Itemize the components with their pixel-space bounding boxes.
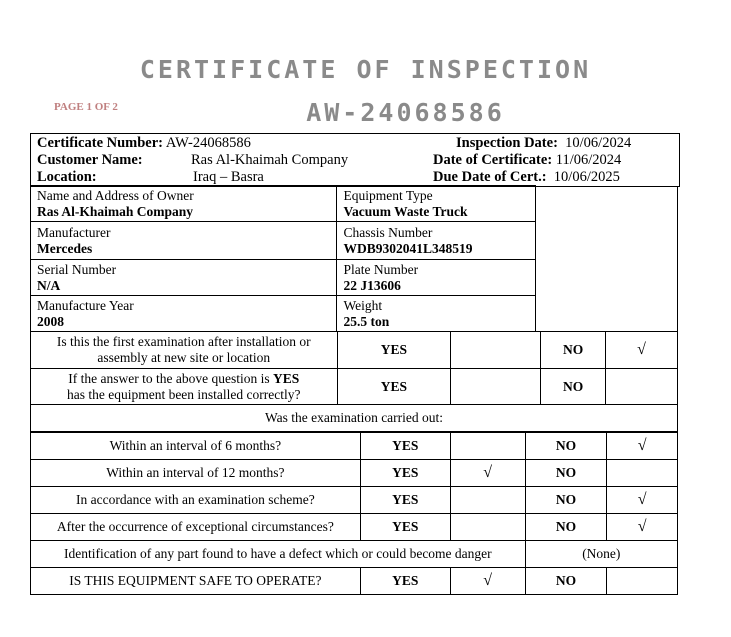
chassis-cell <box>337 222 536 260</box>
exam-heading: Was the examination carried out: <box>31 405 678 432</box>
table-row <box>31 568 678 595</box>
table-row <box>31 186 678 222</box>
question-line: assembly at new site or location <box>97 350 271 365</box>
field-value: 22 J13606 <box>343 277 401 293</box>
no-check-cell: √ <box>607 487 678 514</box>
field-label: Manufacturer <box>37 224 111 240</box>
yes-check-cell <box>450 487 525 514</box>
cert-number-value: AW-24068586 <box>165 135 251 151</box>
yes-check-cell <box>451 369 541 405</box>
field-label: Name and Address of Owner <box>37 187 194 203</box>
certificate-title: CERTIFICATE OF INSPECTION <box>139 55 592 84</box>
customer-label: Customer Name: <box>37 152 143 168</box>
yes-label: YES <box>360 460 450 487</box>
customer-value: Ras Al-Khaimah Company <box>191 152 349 168</box>
field-value: Ras Al-Khaimah Company <box>37 203 194 219</box>
no-label: NO <box>525 460 607 487</box>
defect-answer: (None) <box>525 541 677 568</box>
table-row <box>31 541 678 568</box>
manufacture-year-cell <box>31 296 337 332</box>
yes-label: YES <box>360 433 450 460</box>
page-indicator: PAGE 1 OF 2 <box>54 101 118 113</box>
no-label: NO <box>525 487 607 514</box>
no-check-cell: √ <box>607 514 678 541</box>
yes-label: YES <box>360 514 450 541</box>
yes-check-cell <box>450 514 525 541</box>
question-text: If the answer to the above question is <box>68 370 273 386</box>
field-value: Mercedes <box>37 240 93 256</box>
field-label: Equipment Type <box>343 187 433 203</box>
safe-to-operate-question: IS THIS EQUIPMENT SAFE TO OPERATE? <box>31 568 361 595</box>
yes-label: YES <box>337 369 451 405</box>
cert-number-label: Certificate Number: <box>37 135 164 151</box>
serial-cell <box>31 260 337 296</box>
owner-cell <box>31 186 337 222</box>
date-cert-label: Date of Certificate: <box>433 152 553 168</box>
field-value: Vacuum Waste Truck <box>343 203 468 219</box>
no-check-cell: √ <box>607 433 678 460</box>
field-label: Manufacture Year <box>37 297 134 313</box>
certificate-header-box <box>30 133 680 187</box>
table-row <box>31 332 678 369</box>
no-label: NO <box>541 369 606 405</box>
yes-label: YES <box>337 332 451 369</box>
no-label: NO <box>541 332 606 369</box>
no-label: NO <box>525 514 607 541</box>
field-value: WDB9302041L348519 <box>343 240 473 256</box>
due-date-value: 10/06/2025 <box>553 169 620 185</box>
question-line: Is this the first examination after installation or <box>56 334 311 349</box>
field-value: 25.5 ton <box>343 313 390 329</box>
field-label: Chassis Number <box>343 224 433 240</box>
defect-question: Identification of any part found to have a defect which or could become danger <box>31 541 526 568</box>
installation-questions-table <box>30 331 678 432</box>
no-label: NO <box>525 433 607 460</box>
table-row <box>31 433 678 460</box>
inspection-date-value: 10/06/2024 <box>565 135 632 151</box>
weight-cell <box>337 296 536 332</box>
table-row <box>31 369 678 405</box>
yes-check-cell <box>451 332 541 369</box>
no-check-cell <box>607 460 678 487</box>
date-cert-value: 11/06/2024 <box>555 152 622 168</box>
equipment-type-cell <box>337 186 536 222</box>
no-check-cell: √ <box>606 332 678 369</box>
blank-cell <box>536 186 678 332</box>
field-label: Weight <box>343 297 383 313</box>
exam-question: Within an interval of 6 months? <box>31 433 361 460</box>
yes-label: YES <box>360 487 450 514</box>
no-check-cell <box>607 568 678 595</box>
question-line: has the equipment been installed correctly? <box>66 386 301 402</box>
location-value: Iraq – Basra <box>193 169 264 185</box>
field-label: Serial Number <box>37 261 117 277</box>
inspection-date-row <box>456 135 631 152</box>
certificate-number-heading: AW-24068586 <box>306 98 505 127</box>
manufacturer-cell <box>31 222 337 260</box>
question-emphasis: YES <box>272 370 300 386</box>
no-label: NO <box>525 568 607 595</box>
examination-table <box>30 432 678 595</box>
first-exam-question <box>31 332 338 369</box>
exam-question: In accordance with an examination scheme? <box>31 487 361 514</box>
yes-check-cell: √ <box>450 460 525 487</box>
field-label: Plate Number <box>343 261 419 277</box>
table-row <box>31 460 678 487</box>
exam-question: Within an interval of 12 months? <box>31 460 361 487</box>
installed-correctly-question <box>31 369 338 405</box>
table-row <box>31 405 678 432</box>
inspection-date-label: Inspection Date: <box>456 135 558 151</box>
exam-question: After the occurrence of exceptional circumstances? <box>31 514 361 541</box>
yes-check-cell <box>450 433 525 460</box>
equipment-details-table <box>30 185 678 332</box>
yes-check-cell: √ <box>450 568 525 595</box>
yes-label: YES <box>360 568 450 595</box>
field-value: N/A <box>37 277 61 293</box>
table-row <box>31 487 678 514</box>
cert-number-row <box>37 135 251 152</box>
location-label: Location: <box>37 169 97 185</box>
field-value: 2008 <box>37 313 64 329</box>
due-date-label: Due Date of Cert.: <box>433 169 547 185</box>
plate-cell <box>337 260 536 296</box>
due-date-row <box>433 169 620 186</box>
no-check-cell <box>606 369 678 405</box>
table-row <box>31 514 678 541</box>
date-cert-row <box>433 152 621 169</box>
